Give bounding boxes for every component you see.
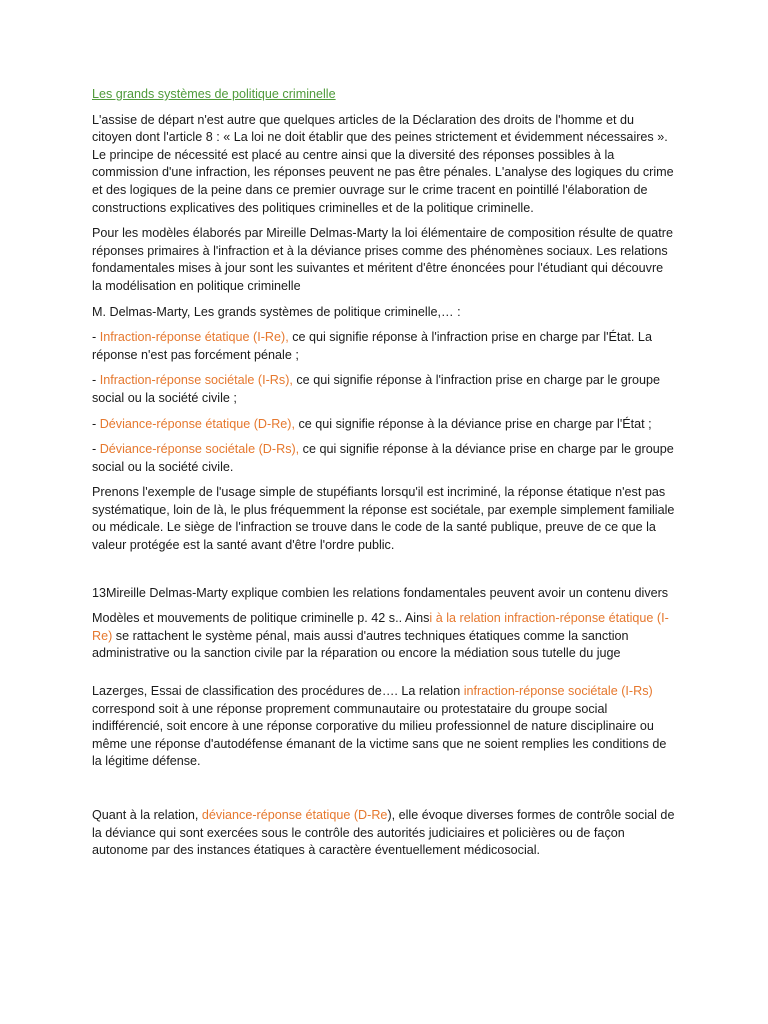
document-title-link[interactable]: Les grands systèmes de politique criminelle: [92, 87, 336, 101]
term-highlight: déviance-réponse étatique (D-Re: [201, 808, 388, 822]
text-run: ), elle évoque diverses formes de contrôle social de la déviance qui sont exercées sous le contrôle des autorités judiciaires et policières ou de façon autonome par des instances étatiques à caractère éventuellement médicosocial.: [92, 808, 675, 858]
list-item: [92, 441, 676, 476]
text-run: Lazerges, Essai de classification des procédures de…. La relation: [92, 684, 464, 699]
paragraph-intro: L'assise de départ n'est autre que quelques articles de la Déclaration des droits de l'homme et du citoyen dont l'article 8 : « La loi ne doit établir que des peines strictement et évidemment nécessaires ». Le principe de nécessité est placé au centre ainsi que la diversité des réponses possibles à la commission d'une infraction, les réponses peuvent ne pas être pénales. L'analyse des logiques du crime et des logiques de la peine dans ce premier ouvrage sur le crime tracent en pointillé l'élaboration de constructions explicatives des politiques criminelles et de la politique criminelle.: [92, 112, 674, 215]
list-dash: -: [92, 416, 100, 431]
text-run: Quant à la relation,: [92, 808, 202, 822]
list-dash: -: [92, 330, 100, 345]
term-description: ce qui signifie réponse à l'infraction prise en charge par le groupe social ou la société civile ;: [92, 373, 661, 405]
term-description: ce qui signifie réponse à la déviance prise en charge par le groupe social ou la société civile.: [92, 442, 674, 474]
paragraph-models: Pour les modèles élaborés par Mireille Delmas-Marty la loi élémentaire de composition résulte de quatre réponses primaires à l'infraction et à la déviance prises comme des phénomènes sociaux. Les relations fondamentales mises à jour sont les suivantes et méritent d'être énoncées pour l'étudiant qui découvre la modélisation en politique criminelle: [92, 226, 673, 293]
text-run: se rattachent le système pénal, mais aussi d'autres techniques étatiques comme la sanction administrative ou la sanction civile par la réparation ou encore la médiation sous tutelle du juge: [92, 628, 629, 661]
text-run: Modèles et mouvements de politique criminelle p. 42 s.. Ains: [92, 611, 430, 626]
list-item: [92, 416, 676, 434]
term-highlight: i à la relation infraction-réponse étatique (I-Re): [92, 611, 669, 643]
list-dash: -: [92, 442, 100, 457]
term-highlight: Déviance-réponse étatique (D-Re),: [99, 416, 295, 431]
paragraph-deviance: [92, 807, 676, 860]
term-highlight: Infraction-réponse étatique (I-Re),: [99, 330, 289, 345]
term-highlight: Infraction-réponse sociétale (I-Rs),: [99, 373, 293, 388]
text-run: correspond soit à une réponse proprement communautaire ou protestataire du groupe social indifférencié, soit encore à une réponse corporative du milieu professionnel de nature disciplinaire ou même une réponse d'autodéfense émanant de la victime sans que ne soient remplies les conditions de la légitime défense.: [92, 701, 667, 769]
citation-line: M. Delmas-Marty, Les grands systèmes de politique criminelle,… :: [92, 304, 461, 319]
term-highlight: Déviance-réponse sociétale (D-Rs),: [99, 442, 300, 457]
paragraph-note-13: 13Mireille Delmas-Marty explique combien les relations fondamentales peuvent avoir un contenu divers: [92, 585, 669, 600]
paragraph-lazerges: [92, 683, 676, 771]
term-description: ce qui signifie réponse à la déviance prise en charge par l'État ;: [295, 416, 652, 431]
paragraph-models-movements: [92, 610, 676, 663]
term-highlight: infraction-réponse sociétale (I-Rs): [463, 684, 653, 699]
term-description: ce qui signifie réponse à l'infraction prise en charge par l'État. La réponse n'est pas forcément pénale ;: [92, 330, 652, 362]
list-item: [92, 329, 676, 364]
list-item: [92, 372, 676, 407]
paragraph-example: Prenons l'exemple de l'usage simple de stupéfiants lorsqu'il est incriminé, la réponse étatique n'est pas systématique, loin de là, le plus fréquemment la réponse est sociétale, par exemple simplement familiale ou médicale. Le siège de l'infraction se trouve dans le code de la santé publique, preuve de ce que la valeur protégée est la santé avant d'être l'ordre public.: [92, 485, 675, 553]
list-dash: -: [92, 373, 100, 388]
